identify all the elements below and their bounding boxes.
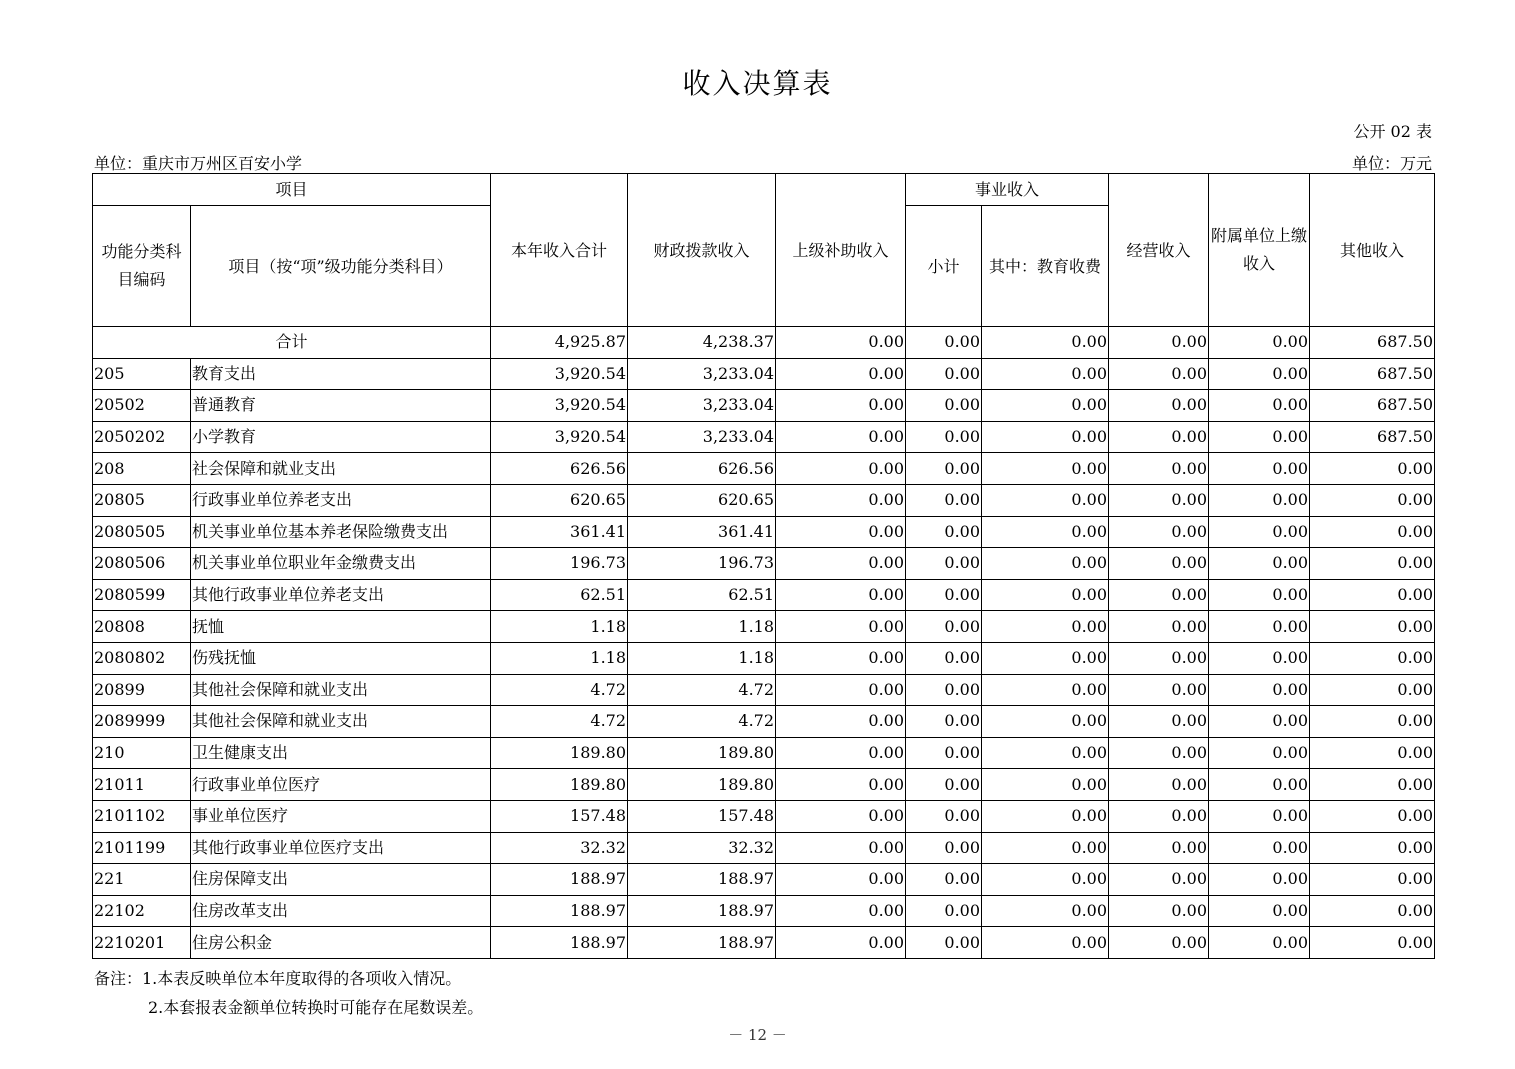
amount-cell: 0.00 <box>906 832 982 864</box>
amount-cell: 4.72 <box>628 674 776 706</box>
item-name-cell: 其他社会保障和就业支出 <box>191 706 491 738</box>
page-title: 收入决算表 <box>682 67 833 100</box>
table-row <box>93 706 1435 738</box>
amount-cell: 0.00 <box>982 484 1109 516</box>
total-cell: 0.00 <box>906 327 982 359</box>
item-name-cell: 其他行政事业单位医疗支出 <box>191 832 491 864</box>
amount-cell: 0.00 <box>776 611 906 643</box>
amount-cell: 188.97 <box>491 927 628 959</box>
amount-cell: 0.00 <box>1109 769 1209 801</box>
amount-cell: 361.41 <box>491 516 628 548</box>
amount-cell: 0.00 <box>776 769 906 801</box>
func-code-cell: 2101102 <box>93 800 191 832</box>
table-row <box>93 895 1435 927</box>
total-cell: 4,925.87 <box>491 327 628 359</box>
amount-cell: 0.00 <box>982 642 1109 674</box>
item-name-cell: 卫生健康支出 <box>191 737 491 769</box>
amount-cell: 0.00 <box>1109 895 1209 927</box>
amount-cell: 0.00 <box>1209 642 1310 674</box>
item-name-cell: 其他社会保障和就业支出 <box>191 674 491 706</box>
amount-cell: 620.65 <box>491 484 628 516</box>
total-cell: 0.00 <box>1209 327 1310 359</box>
amount-cell: 0.00 <box>982 579 1109 611</box>
amount-cell: 189.80 <box>628 737 776 769</box>
amount-cell: 189.80 <box>491 737 628 769</box>
amount-cell: 1.18 <box>491 642 628 674</box>
amount-cell: 4.72 <box>491 706 628 738</box>
amount-cell: 3,920.54 <box>491 421 628 453</box>
amount-cell: 0.00 <box>1109 421 1209 453</box>
amount-cell: 0.00 <box>776 358 906 390</box>
amount-cell: 0.00 <box>1209 927 1310 959</box>
amount-cell: 0.00 <box>776 516 906 548</box>
func-code-cell: 2089999 <box>93 706 191 738</box>
amount-cell: 361.41 <box>628 516 776 548</box>
func-code-cell: 205 <box>93 358 191 390</box>
total-cell: 4,238.37 <box>628 327 776 359</box>
amount-cell: 0.00 <box>982 358 1109 390</box>
amount-cell: 0.00 <box>906 706 982 738</box>
amount-cell: 3,233.04 <box>628 358 776 390</box>
table-row <box>93 390 1435 422</box>
amount-cell: 0.00 <box>1310 642 1435 674</box>
amount-cell: 0.00 <box>1310 737 1435 769</box>
amount-cell: 0.00 <box>776 421 906 453</box>
currency-unit: 单位：万元 <box>1351 154 1432 173</box>
amount-cell: 0.00 <box>1109 390 1209 422</box>
amount-cell: 0.00 <box>1209 800 1310 832</box>
amount-cell: 189.80 <box>628 769 776 801</box>
header-item: 项目（按“项”级功能分类科目） <box>191 206 491 327</box>
amount-cell: 0.00 <box>1310 579 1435 611</box>
item-name-cell: 行政事业单位医疗 <box>191 769 491 801</box>
amount-cell: 0.00 <box>776 800 906 832</box>
amount-cell: 1.18 <box>628 642 776 674</box>
amount-cell: 0.00 <box>1109 642 1209 674</box>
amount-cell: 0.00 <box>1209 579 1310 611</box>
amount-cell: 0.00 <box>906 927 982 959</box>
func-code-cell: 2101199 <box>93 832 191 864</box>
amount-cell: 0.00 <box>1310 864 1435 896</box>
amount-cell: 32.32 <box>628 832 776 864</box>
table-row <box>93 358 1435 390</box>
amount-cell: 0.00 <box>1310 800 1435 832</box>
amount-cell: 0.00 <box>1109 864 1209 896</box>
amount-cell: 0.00 <box>982 800 1109 832</box>
total-cell: 0.00 <box>982 327 1109 359</box>
table-row <box>93 611 1435 643</box>
header-fiscal: 财政拨款收入 <box>628 174 776 327</box>
amount-cell: 0.00 <box>982 611 1109 643</box>
amount-cell: 0.00 <box>1209 674 1310 706</box>
amount-cell: 0.00 <box>1109 611 1209 643</box>
amount-cell: 0.00 <box>1310 611 1435 643</box>
amount-cell: 0.00 <box>776 453 906 485</box>
func-code-cell: 208 <box>93 453 191 485</box>
amount-cell: 188.97 <box>491 864 628 896</box>
func-code-cell: 20899 <box>93 674 191 706</box>
amount-cell: 0.00 <box>1209 421 1310 453</box>
amount-cell: 0.00 <box>1310 706 1435 738</box>
amount-cell: 0.00 <box>1310 895 1435 927</box>
amount-cell: 0.00 <box>1209 769 1310 801</box>
header-project: 项目 <box>93 174 491 206</box>
amount-cell: 0.00 <box>1209 611 1310 643</box>
amount-cell: 626.56 <box>628 453 776 485</box>
amount-cell: 0.00 <box>1209 737 1310 769</box>
amount-cell: 0.00 <box>906 579 982 611</box>
amount-cell: 0.00 <box>776 579 906 611</box>
amount-cell: 0.00 <box>1209 358 1310 390</box>
amount-cell: 0.00 <box>982 548 1109 580</box>
amount-cell: 0.00 <box>1109 579 1209 611</box>
func-code-cell: 2080506 <box>93 548 191 580</box>
amount-cell: 0.00 <box>1109 737 1209 769</box>
func-code-cell: 221 <box>93 864 191 896</box>
amount-cell: 157.48 <box>491 800 628 832</box>
amount-cell: 0.00 <box>776 642 906 674</box>
amount-cell: 0.00 <box>1209 832 1310 864</box>
amount-cell: 1.18 <box>491 611 628 643</box>
amount-cell: 3,920.54 <box>491 390 628 422</box>
amount-cell: 0.00 <box>1209 516 1310 548</box>
amount-cell: 0.00 <box>982 453 1109 485</box>
amount-cell: 0.00 <box>1209 706 1310 738</box>
amount-cell: 0.00 <box>1109 484 1209 516</box>
func-code-cell: 20805 <box>93 484 191 516</box>
amount-cell: 0.00 <box>776 548 906 580</box>
amount-cell: 0.00 <box>1310 453 1435 485</box>
table-row <box>93 674 1435 706</box>
amount-cell: 0.00 <box>906 516 982 548</box>
header-func-code: 功能分类科目编码 <box>93 206 191 327</box>
organization-unit: 单位：重庆市万州区百安小学 <box>94 154 303 173</box>
amount-cell: 0.00 <box>1209 390 1310 422</box>
func-code-cell: 2050202 <box>93 421 191 453</box>
amount-cell: 0.00 <box>776 484 906 516</box>
amount-cell: 0.00 <box>1109 358 1209 390</box>
amount-cell: 3,233.04 <box>628 421 776 453</box>
amount-cell: 0.00 <box>982 864 1109 896</box>
item-name-cell: 行政事业单位养老支出 <box>191 484 491 516</box>
item-name-cell: 住房公积金 <box>191 927 491 959</box>
amount-cell: 0.00 <box>982 706 1109 738</box>
amount-cell: 0.00 <box>906 864 982 896</box>
amount-cell: 0.00 <box>982 737 1109 769</box>
income-table <box>92 173 1435 959</box>
note-line-1: 备注：1.本表反映单位本年度取得的各项收入情况。 <box>94 969 462 988</box>
func-code-cell: 20502 <box>93 390 191 422</box>
func-code-cell: 21011 <box>93 769 191 801</box>
amount-cell: 0.00 <box>906 421 982 453</box>
table-row <box>93 769 1435 801</box>
table-row <box>93 832 1435 864</box>
item-name-cell: 社会保障和就业支出 <box>191 453 491 485</box>
amount-cell: 0.00 <box>776 674 906 706</box>
amount-cell: 0.00 <box>1109 800 1209 832</box>
item-name-cell: 住房改革支出 <box>191 895 491 927</box>
amount-cell: 626.56 <box>491 453 628 485</box>
amount-cell: 0.00 <box>1109 516 1209 548</box>
func-code-cell: 210 <box>93 737 191 769</box>
table-row <box>93 453 1435 485</box>
func-code-cell: 2080599 <box>93 579 191 611</box>
header-total-income: 本年收入合计 <box>491 174 628 327</box>
amount-cell: 0.00 <box>906 642 982 674</box>
func-code-cell: 20808 <box>93 611 191 643</box>
amount-cell: 32.32 <box>491 832 628 864</box>
header-other: 其他收入 <box>1310 174 1435 327</box>
amount-cell: 0.00 <box>982 769 1109 801</box>
amount-cell: 196.73 <box>628 548 776 580</box>
total-cell: 687.50 <box>1310 327 1435 359</box>
table-row <box>93 737 1435 769</box>
amount-cell: 4.72 <box>628 706 776 738</box>
table-row <box>93 642 1435 674</box>
amount-cell: 0.00 <box>906 737 982 769</box>
total-cell: 0.00 <box>776 327 906 359</box>
table-row <box>93 548 1435 580</box>
amount-cell: 0.00 <box>1109 548 1209 580</box>
amount-cell: 0.00 <box>1310 927 1435 959</box>
amount-cell: 0.00 <box>776 927 906 959</box>
table-row <box>93 421 1435 453</box>
amount-cell: 620.65 <box>628 484 776 516</box>
table-body <box>93 327 1435 959</box>
amount-cell: 0.00 <box>906 611 982 643</box>
amount-cell: 0.00 <box>982 421 1109 453</box>
header-operating: 经营收入 <box>1109 174 1209 327</box>
amount-cell: 0.00 <box>1310 832 1435 864</box>
header-business: 事业收入 <box>906 174 1109 206</box>
func-code-cell: 2210201 <box>93 927 191 959</box>
amount-cell: 0.00 <box>982 832 1109 864</box>
amount-cell: 0.00 <box>1209 864 1310 896</box>
amount-cell: 0.00 <box>906 453 982 485</box>
func-code-cell: 22102 <box>93 895 191 927</box>
amount-cell: 0.00 <box>1109 832 1209 864</box>
item-name-cell: 抚恤 <box>191 611 491 643</box>
amount-cell: 189.80 <box>491 769 628 801</box>
header-subtotal: 小计 <box>906 206 982 327</box>
amount-cell: 62.51 <box>628 579 776 611</box>
amount-cell: 0.00 <box>776 895 906 927</box>
amount-cell: 0.00 <box>906 895 982 927</box>
amount-cell: 188.97 <box>628 927 776 959</box>
amount-cell: 0.00 <box>1209 548 1310 580</box>
amount-cell: 0.00 <box>906 484 982 516</box>
amount-cell: 687.50 <box>1310 358 1435 390</box>
amount-cell: 0.00 <box>906 769 982 801</box>
amount-cell: 0.00 <box>982 390 1109 422</box>
amount-cell: 0.00 <box>1310 484 1435 516</box>
header-edu-fee: 其中：教育收费 <box>982 206 1109 327</box>
form-number: 公开 02 表 <box>1353 122 1432 141</box>
amount-cell: 0.00 <box>906 674 982 706</box>
item-name-cell: 机关事业单位职业年金缴费支出 <box>191 548 491 580</box>
table-row <box>93 800 1435 832</box>
table-row <box>93 579 1435 611</box>
table-row <box>93 484 1435 516</box>
item-name-cell: 机关事业单位基本养老保险缴费支出 <box>191 516 491 548</box>
table-row <box>93 864 1435 896</box>
notes <box>94 964 483 1022</box>
amount-cell: 0.00 <box>906 800 982 832</box>
amount-cell: 0.00 <box>776 706 906 738</box>
amount-cell: 188.97 <box>628 895 776 927</box>
func-code-cell: 2080802 <box>93 642 191 674</box>
amount-cell: 196.73 <box>491 548 628 580</box>
amount-cell: 0.00 <box>982 516 1109 548</box>
amount-cell: 0.00 <box>1310 674 1435 706</box>
amount-cell: 0.00 <box>982 674 1109 706</box>
table-row <box>93 516 1435 548</box>
amount-cell: 3,233.04 <box>628 390 776 422</box>
page-number: － 12 － <box>728 1026 787 1044</box>
item-name-cell: 事业单位医疗 <box>191 800 491 832</box>
amount-cell: 0.00 <box>776 832 906 864</box>
amount-cell: 0.00 <box>776 737 906 769</box>
item-name-cell: 其他行政事业单位养老支出 <box>191 579 491 611</box>
header-superior: 上级补助收入 <box>776 174 906 327</box>
item-name-cell: 伤残抚恤 <box>191 642 491 674</box>
amount-cell: 0.00 <box>906 358 982 390</box>
item-name-cell: 小学教育 <box>191 421 491 453</box>
amount-cell: 157.48 <box>628 800 776 832</box>
amount-cell: 0.00 <box>982 927 1109 959</box>
total-label: 合计 <box>93 327 491 359</box>
amount-cell: 0.00 <box>1209 895 1310 927</box>
amount-cell: 0.00 <box>1109 453 1209 485</box>
amount-cell: 0.00 <box>1310 516 1435 548</box>
amount-cell: 0.00 <box>906 390 982 422</box>
amount-cell: 0.00 <box>1109 706 1209 738</box>
amount-cell: 0.00 <box>776 864 906 896</box>
amount-cell: 3,920.54 <box>491 358 628 390</box>
amount-cell: 188.97 <box>491 895 628 927</box>
amount-cell: 0.00 <box>1310 548 1435 580</box>
amount-cell: 687.50 <box>1310 421 1435 453</box>
table-row <box>93 927 1435 959</box>
func-code-cell: 2080505 <box>93 516 191 548</box>
amount-cell: 0.00 <box>906 548 982 580</box>
amount-cell: 0.00 <box>1209 453 1310 485</box>
amount-cell: 1.18 <box>628 611 776 643</box>
amount-cell: 0.00 <box>1109 674 1209 706</box>
amount-cell: 0.00 <box>1209 484 1310 516</box>
amount-cell: 0.00 <box>982 895 1109 927</box>
amount-cell: 0.00 <box>1109 927 1209 959</box>
amount-cell: 188.97 <box>628 864 776 896</box>
item-name-cell: 住房保障支出 <box>191 864 491 896</box>
amount-cell: 0.00 <box>1310 769 1435 801</box>
item-name-cell: 普通教育 <box>191 390 491 422</box>
amount-cell: 62.51 <box>491 579 628 611</box>
header-affiliated: 附属单位上缴收入 <box>1209 174 1310 327</box>
item-name-cell: 教育支出 <box>191 358 491 390</box>
total-row <box>93 327 1435 359</box>
note-line-2: 2.本套报表金额单位转换时可能存在尾数误差。 <box>148 998 484 1017</box>
amount-cell: 4.72 <box>491 674 628 706</box>
amount-cell: 0.00 <box>776 390 906 422</box>
total-cell: 0.00 <box>1109 327 1209 359</box>
amount-cell: 687.50 <box>1310 390 1435 422</box>
